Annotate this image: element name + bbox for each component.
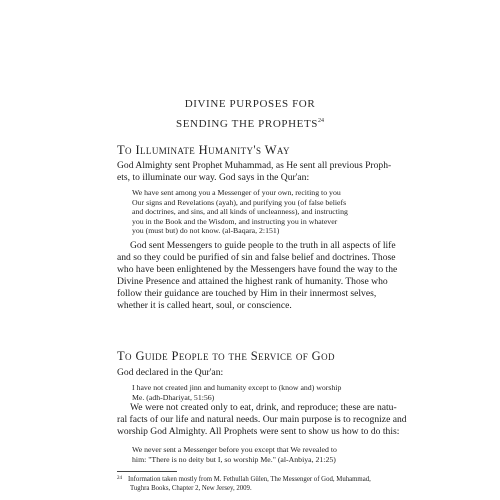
chapter-title-line2 [0,118,500,130]
section2-intro-line: God declared in the Qur'an: [117,367,224,378]
section-heading-guide: To Guide People to the Service of God [117,349,335,363]
section1-paragraph [117,240,400,312]
footnote-line2: Tughra Books, Chapter 2, New Jersey, 2009. [130,484,252,492]
quote-line: Our signs and Revelations (ayah), and purifying you (of false beliefs [132,197,347,207]
footnote-number: 24 [117,476,122,481]
section1-intro [117,160,400,184]
paragraph-line: God sent Messengers to guide people to the truth in all aspects of life [130,240,396,251]
quote-line: him: "There is no deity but I, so worship Me." (al-Anbiya, 21:25) [132,454,336,464]
quran-quote-dhariyat [132,383,390,402]
section1-intro-line: God Almighty sent Prophet Muhammad, as He sent all previous Proph- [117,160,392,171]
paragraph-line: follow their guidance are touched by Him in their innermost selves, [117,288,377,299]
paragraph-line: We were not created only to eat, drink, and reproduce; these are natu- [130,402,397,413]
quran-quote-baqara [132,188,390,236]
section1-intro-line: ets, to illuminate our way. God says in the Qur'an: [117,172,310,183]
quote-line: We never sent a Messenger before you except that We revealed to [132,445,337,454]
quote-line: We have sent among you a Messenger of your own, reciting to you [132,188,341,197]
footnote [117,475,400,493]
paragraph-line: worship God Almighty. All Prophets were sent to show us how to do this: [117,426,400,437]
footnote-line1: Information taken mostly from M. Fethullah Gülen, The Messenger of God, Muhammad, [128,476,371,483]
chapter-title-line1: DIVINE PURPOSES FOR [184,98,316,110]
paragraph-line: and so they could be purified of sin and false belief and doctrines. Those [117,252,396,263]
paragraph-line: who have been enlightened by the Messengers have found the way to the [117,264,398,275]
paragraph-line: Divine Presence and attained the highest rank of humanity. Those who [117,276,388,287]
section2-intro [117,367,400,379]
footnote-marker: 24 [317,118,324,124]
quote-line: you (must but) do not know. (al-Baqara, 2:151) [132,226,280,236]
quote-line: and doctrines, and sins, and all kinds of uncleanness), and instructing [132,207,348,217]
paragraph-line: whether it is called heart, soul, or conscience. [117,300,292,311]
section2-paragraph [117,402,407,438]
section-heading-illuminate: To Illuminate Humanity's Way [117,143,290,157]
quote-line: I have not created jinn and humanity except to (know and) worship [132,383,342,392]
quote-line: Me. (adh-Dhariyat, 51:56) [132,392,215,402]
footnote-divider [117,471,177,472]
quote-line: you in the Book and the Wisdom, and instructing you in whatever [132,216,338,226]
paragraph-line: ral facts of our life and natural needs. Our main purpose is to recognize and [117,414,407,425]
quran-quote-anbiya [132,445,390,464]
chapter-title-text: SENDING THE PROPHETS [176,118,318,130]
